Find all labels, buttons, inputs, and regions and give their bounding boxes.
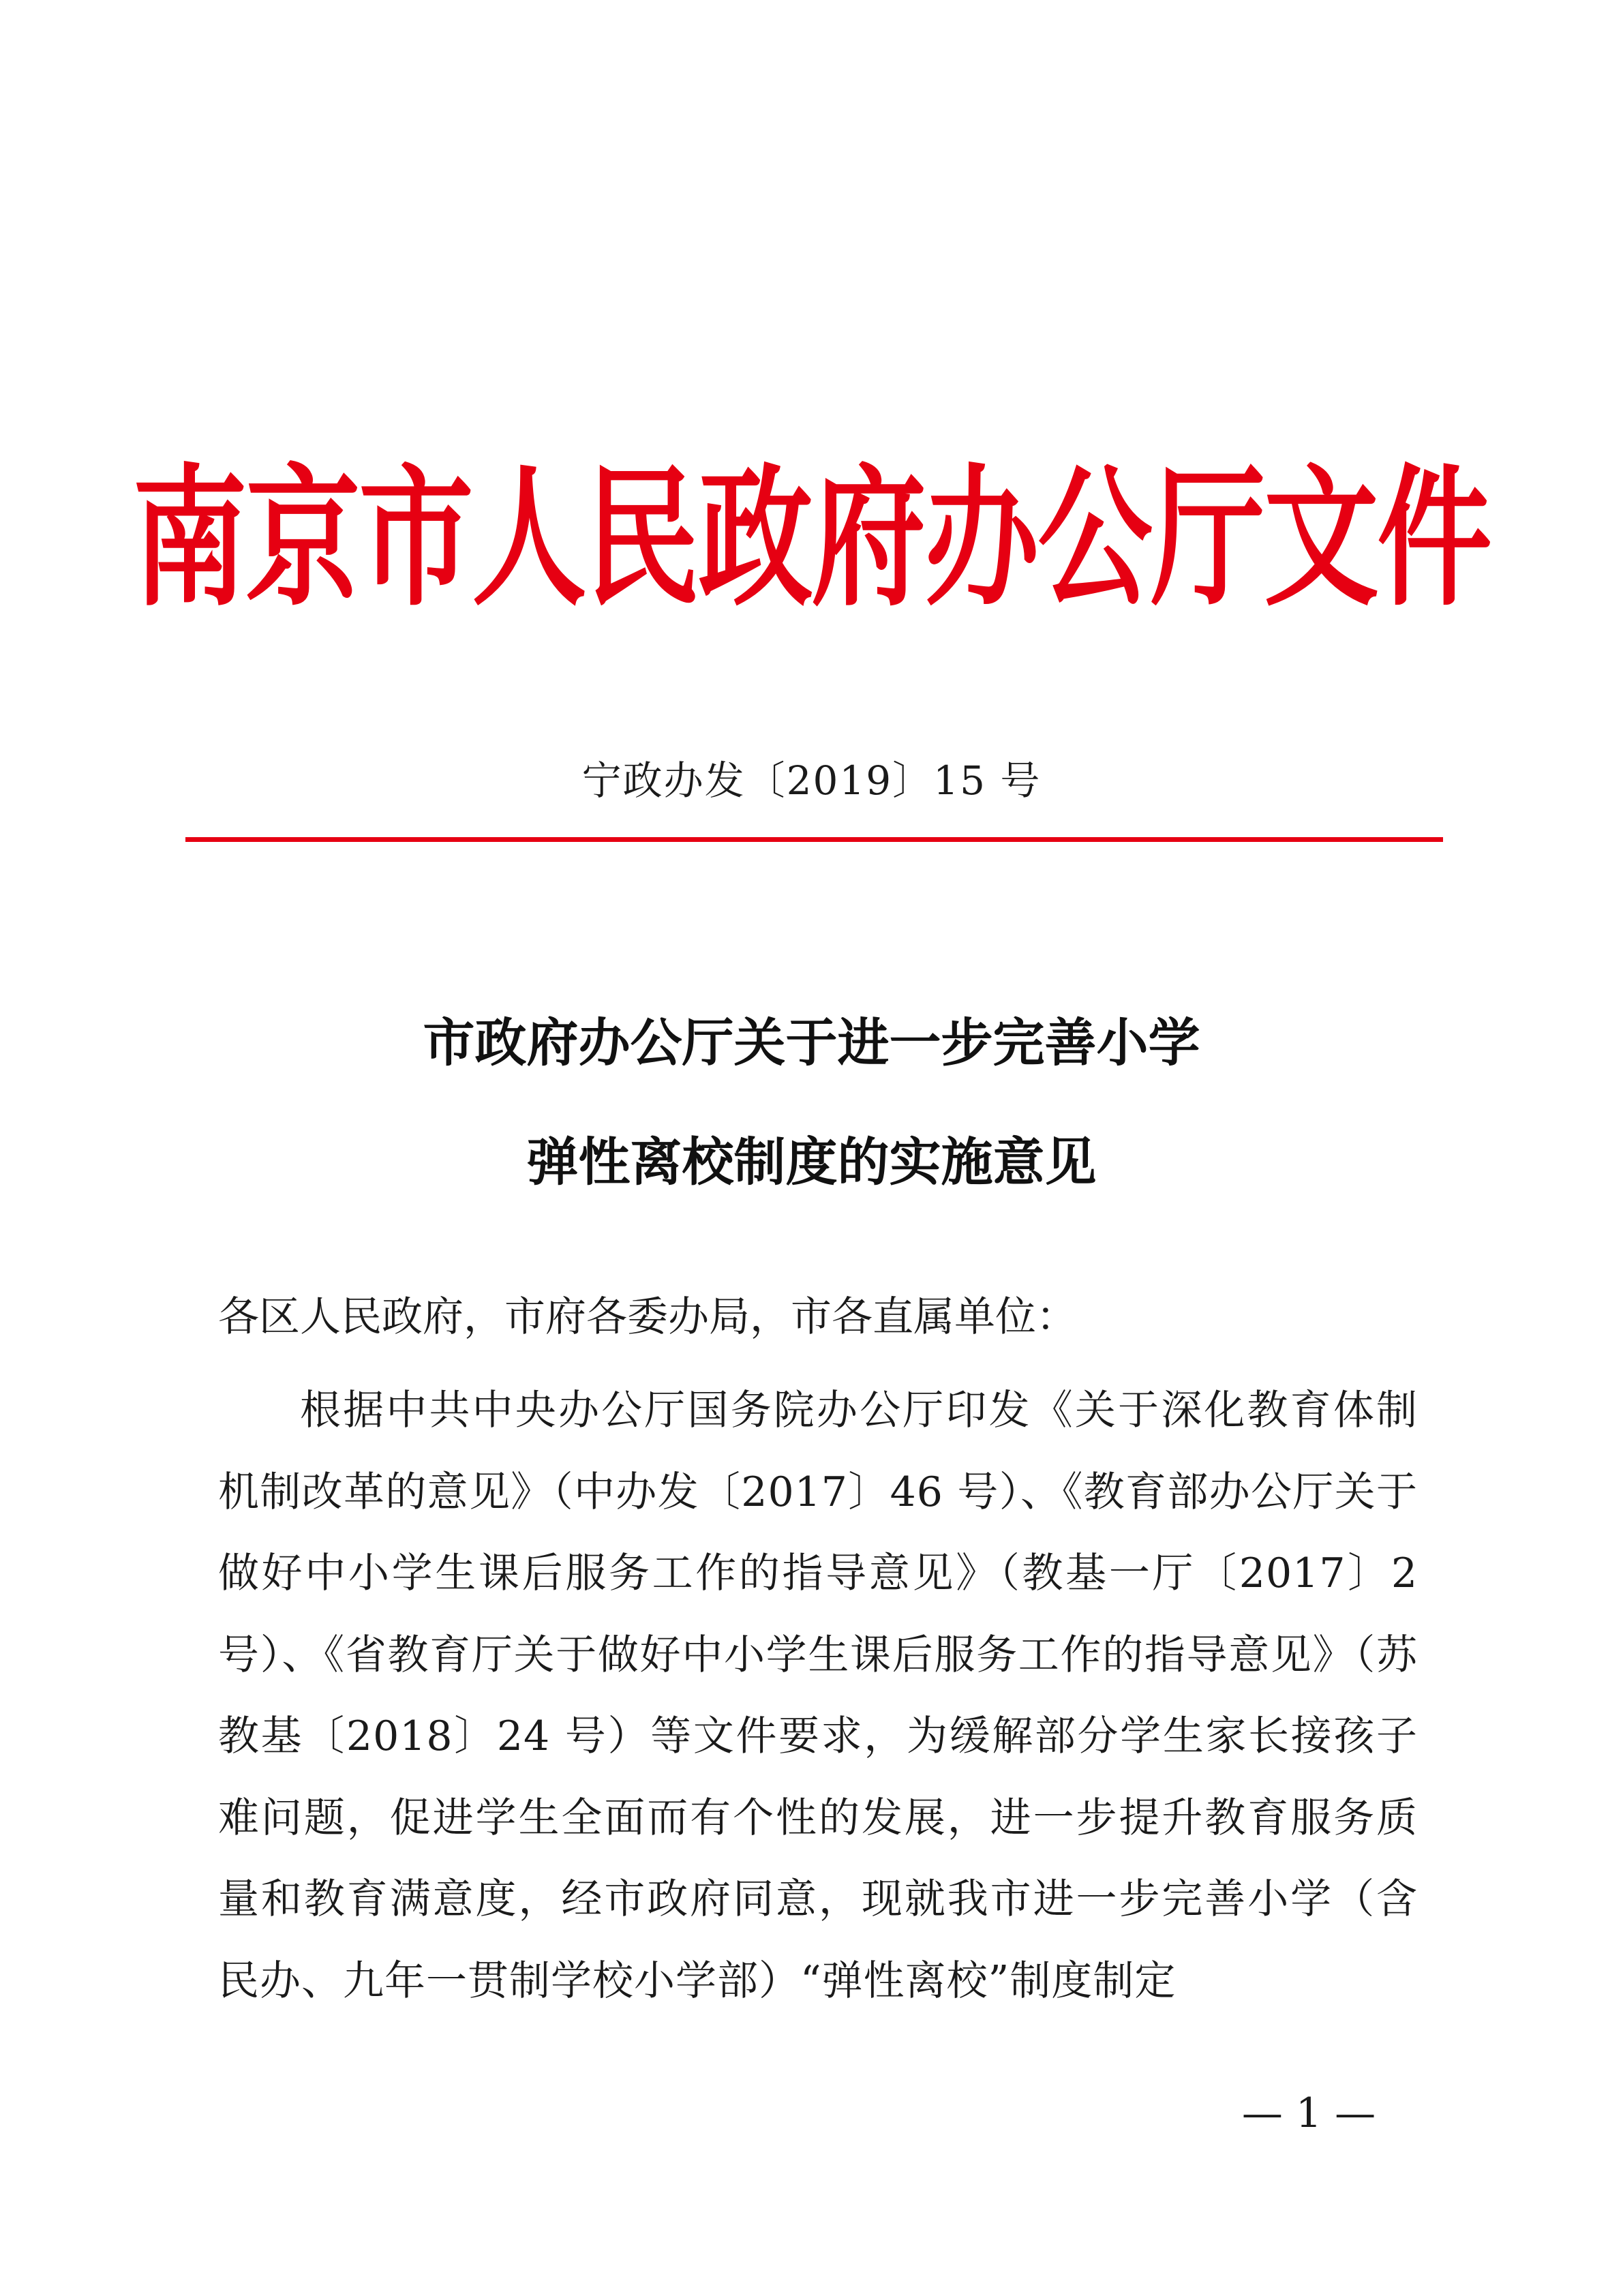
- document-title-line-2: 弹性离校制度的实施意见: [526, 1132, 1097, 1192]
- document-masthead: 南京市人民政府办公厅文件: [132, 450, 1491, 627]
- document-title-line-1: 市政府办公厅关于进一步完善小学: [423, 1012, 1200, 1073]
- salutation: 各区人民政府，市府各委办局，市各直属单位：: [218, 1293, 1077, 1341]
- document-number: 宁政办发〔2019〕15 号: [581, 757, 1042, 804]
- red-separator-line: [185, 837, 1443, 842]
- body-paragraph: 根据中共中央办公厅国务院办公厅印发《关于深化教育体制机制改革的意见》（中办发〔2017〕46 号）、《教育部办公厅关于做好中小学生课后服务工作的指导意见》（教基一厅〔2017〕2 号）、《省教育厅关于做好中小学生课后服务工作的指导意见》（苏教基〔2018〕24 号）等文件要求，为缓解部分学生家长接孩子难问题，促进学生全面而有个性的发展，进一步提升教育服务质量和教育满意度，经市政府同意，现就我市进一步完善小学（含民办、九年一贯制学校小学部）“弹性离校”制度制定: [218, 1387, 1418, 2005]
- page-number: — 1 —: [1241, 2089, 1376, 2137]
